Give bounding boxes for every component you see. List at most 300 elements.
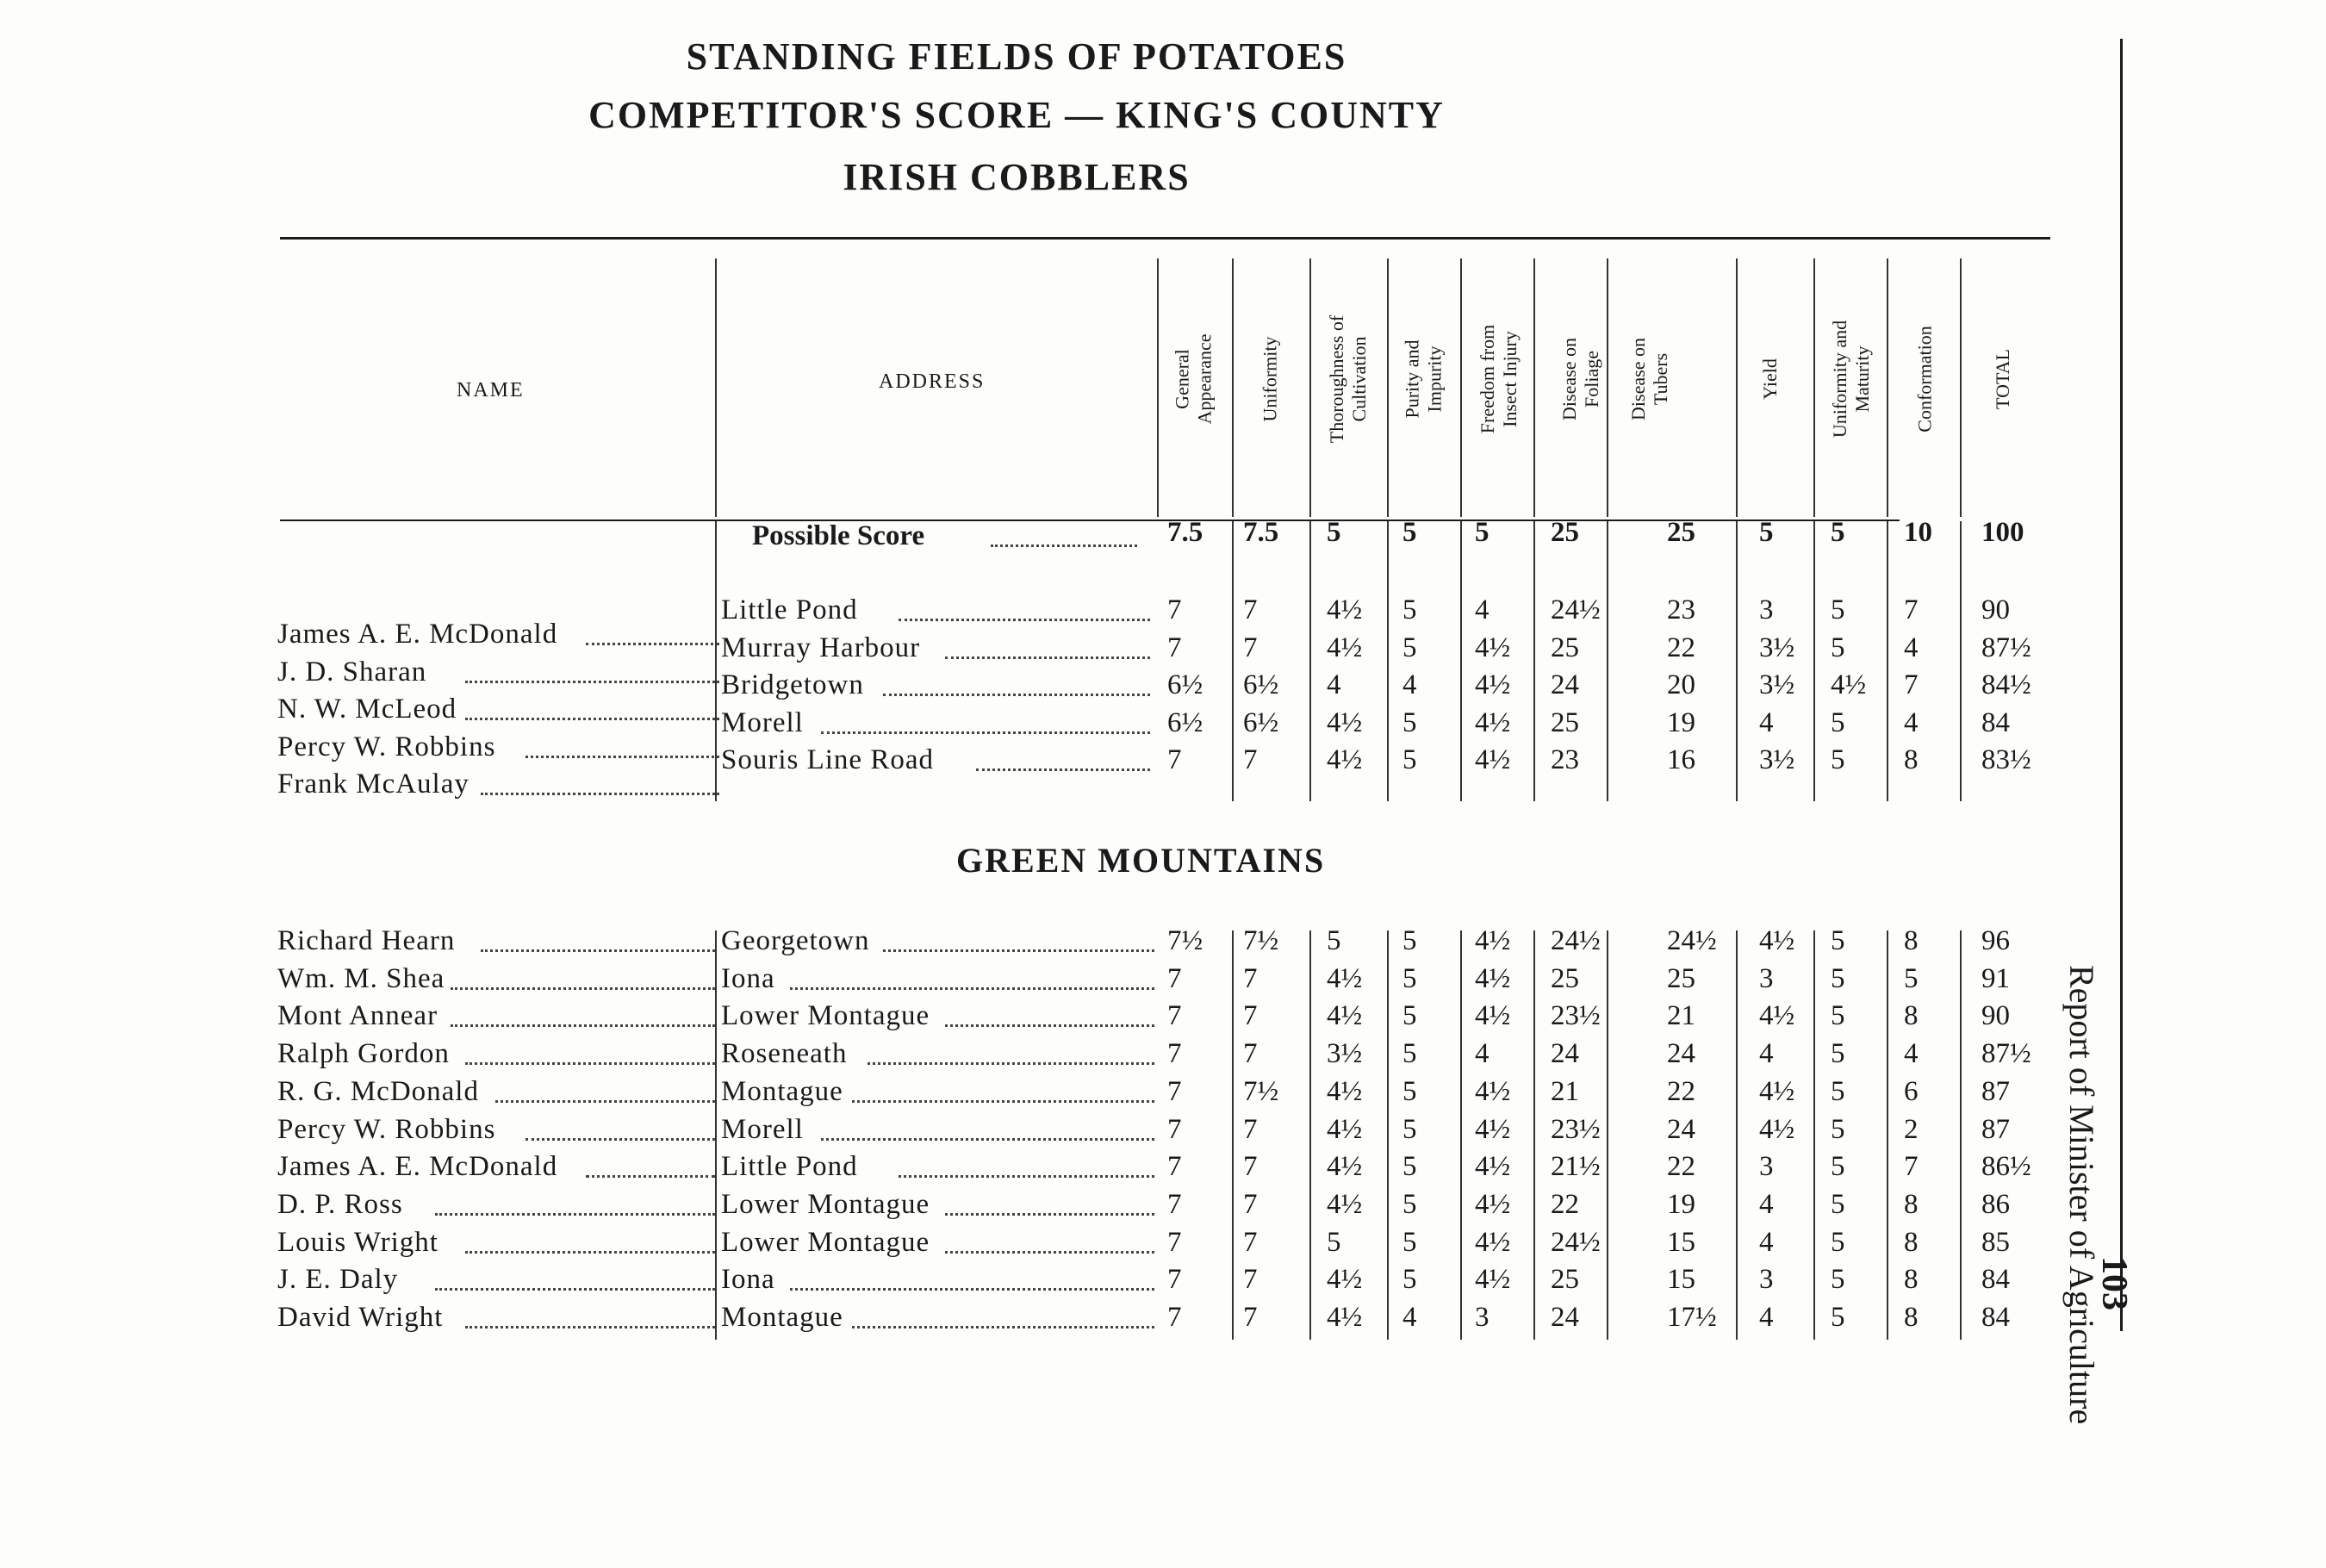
- score-column-header-label: General Appearance: [1172, 333, 1216, 425]
- possible-score-value: 5: [1402, 517, 1417, 548]
- score-value: 4½: [1327, 632, 1363, 663]
- score-value: 6: [1904, 1075, 1919, 1107]
- score-value: 6½: [1243, 706, 1279, 738]
- leader-dots: [852, 1100, 1154, 1103]
- score-value: 6½: [1167, 706, 1203, 738]
- score-value: 4: [1759, 1302, 1774, 1333]
- possible-score-value: 5: [1327, 517, 1341, 548]
- score-value: 84: [1981, 706, 2010, 738]
- score-value: 7: [1243, 632, 1258, 663]
- column-separator: [1232, 930, 1234, 1340]
- score-value: 7: [1243, 1226, 1258, 1258]
- score-value: 4: [1904, 632, 1919, 663]
- column-separator: [1460, 258, 1462, 517]
- score-column-header-label: Thoroughness of Cultivation: [1326, 314, 1371, 444]
- competitor-name: David Wright: [277, 1302, 444, 1333]
- score-value: 24½: [1551, 1226, 1601, 1258]
- score-value: 5: [1831, 1151, 1845, 1183]
- competitor-name: Mont Annear: [277, 1000, 438, 1032]
- report-title: Report of Minister of Agriculture: [2062, 965, 2101, 1425]
- score-value: 3½: [1327, 1038, 1363, 1070]
- score-column-header-label: Disease on Foliage: [1558, 338, 1602, 420]
- score-value: 4½: [1475, 1000, 1511, 1032]
- column-separator: [1960, 930, 1962, 1340]
- score-value: 4½: [1475, 1151, 1511, 1183]
- column-separator: [1533, 930, 1535, 1340]
- score-value: 4: [1904, 706, 1919, 738]
- score-column-header-label: TOTAL: [1992, 349, 2013, 409]
- competitor-name: Richard Hearn: [277, 925, 456, 956]
- column-separator: [715, 930, 717, 1340]
- score-value: 4½: [1327, 1264, 1363, 1296]
- leader-dots: [852, 1326, 1154, 1328]
- score-value: 87: [1981, 1075, 2010, 1107]
- score-value: 7: [1167, 1302, 1182, 1333]
- score-value: 3: [1759, 594, 1774, 625]
- column-separator: [1887, 521, 1888, 801]
- score-value: 4½: [1475, 632, 1511, 663]
- competitor-name: Ralph Gordon: [277, 1038, 450, 1070]
- score-value: 4½: [1475, 1188, 1511, 1220]
- score-value: 24: [1551, 669, 1579, 700]
- score-value: 4: [1402, 669, 1417, 700]
- score-value: 7: [1243, 1188, 1258, 1220]
- score-value: 3½: [1759, 632, 1795, 663]
- score-value: 5: [1402, 1000, 1417, 1032]
- column-separator: [1887, 930, 1888, 1340]
- score-value: 25: [1551, 706, 1579, 738]
- competitor-address: Bridgetown: [721, 669, 864, 700]
- score-value: 4½: [1327, 1151, 1363, 1183]
- score-value: 91: [1981, 962, 2010, 994]
- leader-dots: [821, 1138, 1154, 1141]
- score-value: 4½: [1327, 1188, 1363, 1220]
- score-value: 4½: [1475, 744, 1511, 775]
- score-value: 5: [1402, 925, 1417, 956]
- score-value: 3½: [1759, 744, 1795, 775]
- competitor-name: R. G. McDonald: [277, 1075, 479, 1107]
- score-value: 25: [1551, 1264, 1579, 1296]
- leader-dots: [465, 718, 719, 720]
- score-value: 4½: [1475, 1113, 1511, 1145]
- title-line-1: STANDING FIELDS OF POTATOES: [686, 35, 1347, 78]
- score-value: 22: [1551, 1188, 1579, 1220]
- score-value: 15: [1667, 1226, 1695, 1258]
- score-value: 24: [1667, 1113, 1695, 1145]
- competitor-name: Wm. M. Shea: [277, 962, 445, 994]
- title-line-2: COMPETITOR'S SCORE — KING'S COUNTY: [588, 94, 1445, 136]
- page-number: 103: [2094, 1256, 2134, 1310]
- score-value: 5: [1831, 594, 1845, 625]
- score-column-header-label: Conformation: [1914, 326, 1936, 432]
- score-column-header: [1387, 258, 1461, 500]
- score-value: 23: [1667, 594, 1695, 625]
- column-separator: [1387, 930, 1389, 1340]
- leader-dots: [945, 1251, 1154, 1254]
- competitor-address: Little Pond: [721, 594, 858, 625]
- score-value: 4½: [1475, 669, 1511, 700]
- score-column-header-frame: [1309, 258, 1387, 500]
- table-row: [0, 1114, 2068, 1152]
- score-column-header-label: Uniformity: [1259, 336, 1280, 422]
- leader-dots: [495, 1100, 715, 1103]
- score-value: 8: [1904, 1000, 1919, 1032]
- score-value: 4½: [1475, 706, 1511, 738]
- score-value: 4½: [1327, 744, 1363, 775]
- column-separator: [1813, 930, 1815, 1340]
- possible-score-value: 100: [1981, 517, 2024, 548]
- score-value: 7: [1167, 594, 1182, 625]
- column-separator: [1232, 258, 1234, 517]
- score-value: 4: [1327, 669, 1341, 700]
- score-value: 87½: [1981, 1038, 2031, 1070]
- column-separator: [1736, 258, 1738, 517]
- score-value: 4½: [1475, 925, 1511, 956]
- column-separator: [1533, 258, 1535, 517]
- column-separator: [1887, 258, 1888, 517]
- score-value: 7: [1904, 594, 1919, 625]
- score-column-header-frame: [1887, 258, 1964, 500]
- score-column-header: [1460, 258, 1538, 500]
- score-value: 3: [1475, 1302, 1490, 1333]
- score-value: 7: [1167, 1226, 1182, 1258]
- score-value: 4½: [1475, 1075, 1511, 1107]
- score-value: 4½: [1327, 1302, 1363, 1333]
- score-value: 4: [1402, 1302, 1417, 1333]
- score-value: 5: [1327, 1226, 1341, 1258]
- column-separator: [1387, 258, 1389, 517]
- score-value: 23: [1551, 744, 1579, 775]
- competitor-address: Little Pond: [721, 1151, 858, 1183]
- score-column-header-frame: [1232, 258, 1308, 500]
- competitor-address: Montague: [721, 1075, 843, 1107]
- competitor-address: Murray Harbour: [721, 632, 921, 663]
- score-value: 7: [1243, 962, 1258, 994]
- title-line-3: IRISH COBBLERS: [843, 156, 1191, 198]
- score-value: 2: [1904, 1113, 1919, 1145]
- leader-dots: [526, 1138, 715, 1141]
- score-value: 7: [1243, 1000, 1258, 1032]
- column-separator: [1813, 258, 1815, 517]
- leader-dots: [899, 619, 1150, 621]
- score-value: 5: [1831, 1226, 1845, 1258]
- score-column-header: [1960, 258, 2046, 500]
- score-value: 24: [1551, 1302, 1579, 1333]
- score-value: 7: [1243, 1264, 1258, 1296]
- score-value: 96: [1981, 925, 2010, 956]
- possible-score-value: 7.5: [1243, 517, 1279, 548]
- score-value: 5: [1327, 925, 1341, 956]
- score-value: 5: [1831, 706, 1845, 738]
- score-value: 24: [1551, 1038, 1579, 1070]
- competitor-name: J. D. Sharan: [277, 656, 427, 688]
- score-value: 4½: [1759, 1000, 1795, 1032]
- column-header-address: ADDRESS: [879, 370, 986, 393]
- score-value: 23½: [1551, 1000, 1601, 1032]
- score-value: 5: [1402, 594, 1417, 625]
- score-value: 21: [1667, 1000, 1695, 1032]
- competitor-address: Lower Montague: [721, 1188, 930, 1220]
- leader-dots: [790, 987, 1154, 990]
- column-separator: [1813, 521, 1815, 801]
- score-value: 4½: [1759, 1075, 1795, 1107]
- score-value: 7½: [1243, 925, 1279, 956]
- score-value: 7: [1243, 1113, 1258, 1145]
- score-column-header: [1309, 258, 1387, 500]
- score-value: 7: [1167, 1264, 1182, 1296]
- possible-score-value: 5: [1831, 517, 1845, 548]
- score-value: 7: [1167, 1151, 1182, 1183]
- score-column-header: [1736, 258, 1805, 500]
- score-value: 7: [1904, 669, 1919, 700]
- competitor-name: James A. E. McDonald: [277, 619, 558, 650]
- score-value: 5: [1831, 632, 1845, 663]
- competitor-name: James A. E. McDonald: [277, 1151, 558, 1183]
- score-value: 4½: [1759, 925, 1795, 956]
- leader-dots: [451, 1024, 716, 1027]
- table-row: [0, 1076, 2068, 1114]
- score-value: 5: [1831, 1038, 1845, 1070]
- score-value: 7: [1167, 1000, 1182, 1032]
- column-separator: [1309, 930, 1311, 1340]
- score-value: 83½: [1981, 744, 2031, 775]
- score-value: 22: [1667, 1151, 1695, 1183]
- score-value: 4: [1759, 1226, 1774, 1258]
- margin-rule: [2120, 39, 2123, 1331]
- score-value: 4½: [1475, 1226, 1511, 1258]
- score-value: 4½: [1327, 1000, 1363, 1032]
- score-value: 5: [1831, 1302, 1845, 1333]
- score-value: 7: [1167, 1113, 1182, 1145]
- score-value: 7: [1167, 1188, 1182, 1220]
- score-column-header: [1157, 258, 1231, 500]
- score-value: 22: [1667, 632, 1695, 663]
- score-value: 7: [1243, 594, 1258, 625]
- competitor-name: D. P. Ross: [277, 1188, 403, 1220]
- competitor-address: Morell: [721, 1113, 804, 1145]
- score-value: 90: [1981, 1000, 2010, 1032]
- leader-dots: [465, 1251, 715, 1254]
- score-value: 5: [1402, 744, 1417, 775]
- competitor-address: Morell: [721, 706, 804, 738]
- score-value: 8: [1904, 744, 1919, 775]
- leader-dots: [586, 643, 719, 645]
- score-value: 4: [1759, 1038, 1774, 1070]
- score-value: 4½: [1327, 594, 1363, 625]
- score-value: 5: [1402, 1226, 1417, 1258]
- possible-score-value: 10: [1904, 517, 1932, 548]
- leader-dots: [945, 1024, 1154, 1027]
- score-column-header-label: Uniformity and Maturity: [1829, 320, 1874, 439]
- score-value: 90: [1981, 594, 2010, 625]
- score-value: 19: [1667, 706, 1695, 738]
- score-value: 4½: [1759, 1113, 1795, 1145]
- column-separator: [1309, 258, 1311, 517]
- table-row: [0, 1000, 2068, 1038]
- table-row: [0, 925, 2068, 963]
- score-column-header-label: Purity and Impurity: [1402, 339, 1446, 419]
- competitor-address: Iona: [721, 1264, 775, 1296]
- score-column-header-frame: [1960, 258, 2046, 500]
- score-value: 3: [1759, 1264, 1774, 1296]
- score-value: 24½: [1667, 925, 1717, 956]
- score-value: 7½: [1167, 925, 1203, 956]
- score-value: 4½: [1327, 1075, 1363, 1107]
- competitor-address: Georgetown: [721, 925, 870, 956]
- score-value: 4: [1904, 1038, 1919, 1070]
- score-value: 84: [1981, 1264, 2010, 1296]
- column-separator: [1736, 930, 1738, 1340]
- score-value: 5: [1831, 962, 1845, 994]
- score-value: 6½: [1243, 669, 1279, 700]
- score-value: 7: [1167, 744, 1182, 775]
- leader-dots: [883, 694, 1150, 696]
- score-value: 8: [1904, 1188, 1919, 1220]
- score-value: 25: [1551, 632, 1579, 663]
- column-separator: [1607, 930, 1608, 1340]
- score-value: 5: [1831, 1188, 1845, 1220]
- score-value: 4½: [1327, 962, 1363, 994]
- leader-dots: [868, 1062, 1154, 1065]
- score-value: 20: [1667, 669, 1695, 700]
- score-value: 15: [1667, 1264, 1695, 1296]
- score-column-header: [1607, 258, 1693, 500]
- score-column-header-frame: [1736, 258, 1805, 500]
- score-value: 21½: [1551, 1151, 1601, 1183]
- score-value: 5: [1831, 1113, 1845, 1145]
- column-separator: [1387, 521, 1389, 801]
- score-value: 22: [1667, 1075, 1695, 1107]
- score-value: 85: [1981, 1226, 2010, 1258]
- score-value: 4½: [1475, 1264, 1511, 1296]
- score-value: 86: [1981, 1188, 2010, 1220]
- column-separator: [1960, 258, 1962, 517]
- score-value: 5: [1402, 1075, 1417, 1107]
- leader-dots: [465, 1062, 715, 1065]
- score-value: 5: [1402, 1151, 1417, 1183]
- competitor-address: Lower Montague: [721, 1226, 930, 1258]
- score-value: 4: [1759, 706, 1774, 738]
- score-value: 4: [1475, 1038, 1490, 1070]
- leader-dots: [435, 1213, 715, 1216]
- competitor-name: Percy W. Robbins: [277, 1113, 496, 1145]
- possible-score-value: 5: [1475, 517, 1490, 548]
- score-value: 7: [1167, 1075, 1182, 1107]
- score-column-header-frame: [1607, 258, 1693, 500]
- table-row: [0, 963, 2068, 1001]
- score-value: 7: [1243, 1302, 1258, 1333]
- score-value: 7: [1243, 1038, 1258, 1070]
- score-value: 4½: [1327, 1113, 1363, 1145]
- possible-score-row: [0, 520, 2068, 558]
- section-heading-green-mountains: GREEN MOUNTAINS: [956, 841, 1326, 880]
- leader-dots: [790, 1288, 1154, 1291]
- score-value: 7: [1167, 1038, 1182, 1070]
- score-column-header: [1813, 258, 1889, 500]
- leader-dots: [465, 1326, 715, 1328]
- column-separator: [1460, 930, 1462, 1340]
- column-separator: [1607, 258, 1608, 517]
- possible-score-value: 25: [1551, 517, 1579, 548]
- score-value: 6½: [1167, 669, 1203, 700]
- score-value: 86½: [1981, 1151, 2031, 1183]
- column-separator: [1157, 258, 1159, 517]
- column-separator: [1607, 521, 1608, 801]
- leader-dots: [526, 756, 719, 758]
- leader-dots: [883, 949, 1154, 952]
- score-value: 21: [1551, 1075, 1579, 1107]
- score-column-header: [1887, 258, 1964, 500]
- competitor-address: Roseneath: [721, 1038, 848, 1070]
- column-separator: [1460, 521, 1462, 801]
- score-value: 5: [1402, 1113, 1417, 1145]
- score-value: 7: [1904, 1151, 1919, 1183]
- competitor-name: Frank McAulay: [277, 768, 470, 800]
- leader-dots: [991, 544, 1137, 547]
- score-value: 5: [1402, 632, 1417, 663]
- competitor-name: N. W. McLeod: [277, 694, 457, 725]
- competitor-address: Iona: [721, 962, 775, 994]
- possible-score-value: 25: [1667, 517, 1695, 548]
- score-value: 5: [1402, 1038, 1417, 1070]
- score-value: 7½: [1243, 1075, 1279, 1107]
- score-value: 8: [1904, 1302, 1919, 1333]
- possible-score-value: 7.5: [1167, 517, 1203, 548]
- competitor-name: Louis Wright: [277, 1226, 438, 1258]
- column-separator: [1309, 521, 1311, 801]
- leader-dots: [451, 987, 716, 990]
- score-value: 5: [1831, 925, 1845, 956]
- leader-dots: [899, 1175, 1154, 1178]
- competitor-address: Montague: [721, 1302, 843, 1333]
- score-value: 4½: [1831, 669, 1867, 700]
- score-value: 7: [1167, 632, 1182, 663]
- score-value: 5: [1402, 1188, 1417, 1220]
- table-row: [0, 1227, 2068, 1265]
- score-value: 4½: [1475, 962, 1511, 994]
- score-value: 24½: [1551, 594, 1601, 625]
- table-row: [0, 1189, 2068, 1227]
- score-value: 3: [1759, 1151, 1774, 1183]
- table-row: [0, 1151, 2068, 1189]
- score-value: 7: [1243, 744, 1258, 775]
- score-column-header-label: Disease on Tubers: [1626, 338, 1671, 420]
- score-value: 87½: [1981, 632, 2031, 663]
- score-value: 5: [1402, 962, 1417, 994]
- score-value: 8: [1904, 1226, 1919, 1258]
- score-value: 84½: [1981, 669, 2031, 700]
- score-value: 5: [1402, 1264, 1417, 1296]
- score-value: 25: [1551, 962, 1579, 994]
- possible-score-label: Possible Score: [752, 520, 925, 551]
- score-column-header-frame: [1813, 258, 1889, 500]
- score-value: 19: [1667, 1188, 1695, 1220]
- table-row: [0, 1264, 2068, 1302]
- score-column-header-frame: [1387, 258, 1461, 500]
- competitor-name: Percy W. Robbins: [277, 731, 496, 762]
- score-value: 17½: [1667, 1302, 1717, 1333]
- score-value: 5: [1831, 1264, 1845, 1296]
- score-value: 3: [1759, 962, 1774, 994]
- score-value: 24½: [1551, 925, 1601, 956]
- score-column-header-frame: [1157, 258, 1231, 500]
- leader-dots: [586, 1175, 715, 1178]
- competitor-address: Souris Line Road: [721, 744, 934, 775]
- table-row: [0, 1038, 2068, 1076]
- leader-dots: [435, 1288, 715, 1291]
- score-value: 8: [1904, 925, 1919, 956]
- score-value: 25: [1667, 962, 1695, 994]
